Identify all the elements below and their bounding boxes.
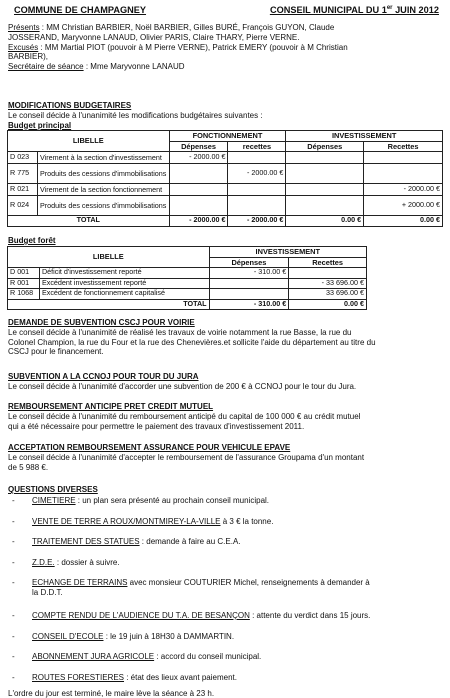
- col-libelle: LIBELLE: [8, 131, 170, 152]
- modif-title: MODIFICATIONS BUDGETAIRES: [8, 101, 440, 111]
- table-row: R 021 Virement de la section fonctionnement - 2000.00 €: [8, 184, 443, 196]
- table-row: R 001 Excédent investissement reporté - 33 696.00 €: [8, 278, 367, 289]
- budget-foret-section: [8, 236, 440, 246]
- presents-line-2: JOSSERAND, Maryvonne LANAUD, Olivier PARIS, Claire THARY, Pierre VERNE.: [8, 33, 440, 43]
- questions-section: [8, 485, 440, 495]
- secretaire-line: Secrétaire de séance : Mme Maryvonne LANAUD: [8, 62, 440, 72]
- total-row: TOTAL - 2000.00 € - 2000.00 € 0.00 € 0.00 €: [8, 216, 443, 227]
- modif-section: [8, 101, 440, 130]
- total-row: TOTAL - 310.00 € 0.00 €: [8, 299, 367, 310]
- list-item: - TRAITEMENT DES STATUES : demande à faire au C.E.A.: [12, 537, 442, 558]
- col-fonctionnement: FONCTIONNEMENT: [169, 131, 286, 142]
- list-item: - CIMETIERE : un plan sera présenté au prochain conseil municipal.: [12, 496, 442, 517]
- col-f-depenses: Dépenses: [169, 141, 228, 152]
- attendance: [8, 23, 440, 72]
- remboursement-title: REMBOURSEMENT ANTICIPE PRET CREDIT MUTUEL: [8, 402, 440, 412]
- budget-foret-title: Budget forêt: [8, 236, 440, 246]
- table-row: R 024 Produits des cessions d'immobilisations + 2000.00 €: [8, 196, 443, 216]
- foret-col-libelle: LIBELLE: [8, 247, 210, 268]
- budget-foret-table: [7, 246, 367, 310]
- list-item: - COMPTE RENDU DE L'AUDIENCE DU T.A. DE BESANÇON : attente du verdict dans 15 jours.: [12, 611, 442, 632]
- subvention-ccnoj-title: SUBVENTION A LA CCNOJ POUR TOUR DU JURA: [8, 372, 440, 382]
- assurance-section: ACCEPTATION REMBOURSEMENT ASSURANCE POUR VEHICULE EPAVE Le conseil décide à l'unanimité d'accepter le remboursement de l'assurance Groupama d'un montant de 5 988 €.: [8, 443, 440, 472]
- conseil-title: CONSEIL MUNICIPAL DU 1er JUIN 2012: [270, 5, 439, 16]
- col-investissement: INVESTISSEMENT: [286, 131, 443, 142]
- excuses-line: Excusés : MM Martial PIOT (pouvoir à M Pierre VERNE), Patrick EMERY (pouvoir à M Christian: [8, 43, 440, 53]
- subvention-ccnoj-section: SUBVENTION A LA CCNOJ POUR TOUR DU JURA Le conseil décide à l'unanimité d'accorder une subvention de 200 € à CCNOJ pour le tour du Jura.: [8, 372, 440, 392]
- col-i-depenses: Dépenses: [286, 141, 364, 152]
- questions-title: QUESTIONS DIVERSES: [8, 485, 440, 495]
- remboursement-section: REMBOURSEMENT ANTICIPE PRET CREDIT MUTUEL Le conseil décide à l'unanimité du remboursement anticipé du capital de 100 000 € au crédit mutuel qui a été nécessaire pour permettre le paiement des travaux d'investissement 2011.: [8, 402, 440, 431]
- col-f-recettes: recettes: [228, 141, 286, 152]
- table-row: D 023 Virement à la section d'investissement - 2000.00 €: [8, 152, 443, 164]
- assurance-title: ACCEPTATION REMBOURSEMENT ASSURANCE POUR VEHICULE EPAVE: [8, 443, 440, 453]
- table-row: R 1068 Excédent de fonctionnement capitalisé 33 696.00 €: [8, 289, 367, 300]
- foret-col-depenses: Dépenses: [209, 257, 289, 268]
- list-item: - Z.D.E. : dossier à suivre.: [12, 558, 442, 579]
- budget-principal-title: Budget principal: [8, 121, 440, 131]
- closing-line: L'ordre du jour est terminé, le maire lève la séance à 23 h.: [8, 689, 442, 698]
- table-row: D 001 Déficit d'investissement reporté - 310.00 €: [8, 268, 367, 279]
- questions-list: [12, 496, 442, 698]
- list-item: - CONSEIL D'ECOLE : le 19 juin à 18H30 à DAMMARTIN.: [12, 632, 442, 653]
- list-item: - ROUTES FORESTIERES : état des lieux avant paiement.: [12, 673, 442, 689]
- col-i-recettes: Recettes: [364, 141, 443, 152]
- list-item: - VENTE DE TERRE A ROUX/MONTMIREY-LA-VILLE à 3 € la tonne.: [12, 517, 442, 538]
- presents-line: Présents : MM Christian BARBIER, Noël BARBIER, Gilles BURÉ, François GUYON, Claude: [8, 23, 440, 33]
- list-item: - ABONNEMENT JURA AGRICOLE : accord du conseil municipal.: [12, 652, 442, 673]
- table-row: R 775 Produits des cessions d'immobilisations - 2000.00 €: [8, 164, 443, 184]
- commune-name: COMMUNE DE CHAMPAGNEY: [14, 5, 146, 16]
- list-item: - ECHANGE DE TERRAINS avec monsieur COUTURIER Michel, renseignements à demander à la D.D.T.: [12, 578, 442, 611]
- foret-col-recettes: Recettes: [289, 257, 367, 268]
- header: [14, 5, 439, 16]
- foret-col-investissement: INVESTISSEMENT: [209, 247, 366, 258]
- modif-text: Le conseil décide à l'unanimité les modifications budgétaires suivantes :: [8, 111, 440, 121]
- subvention-cscj-title: DEMANDE DE SUBVENTION CSCJ POUR VOIRIE: [8, 318, 440, 328]
- excuses-line-2: BARBIER),: [8, 52, 440, 62]
- subvention-cscj-section: DEMANDE DE SUBVENTION CSCJ POUR VOIRIE Le conseil décide à l'unanimité de réalisé les travaux de voirie notamment la rue Basse, la rue du Colonel Champion, la rue du Four et la rue des Chenevières.et sollicite l'aide du département au titre du CSCJ pour le financement.: [8, 318, 440, 357]
- budget-principal-table: [7, 130, 443, 227]
